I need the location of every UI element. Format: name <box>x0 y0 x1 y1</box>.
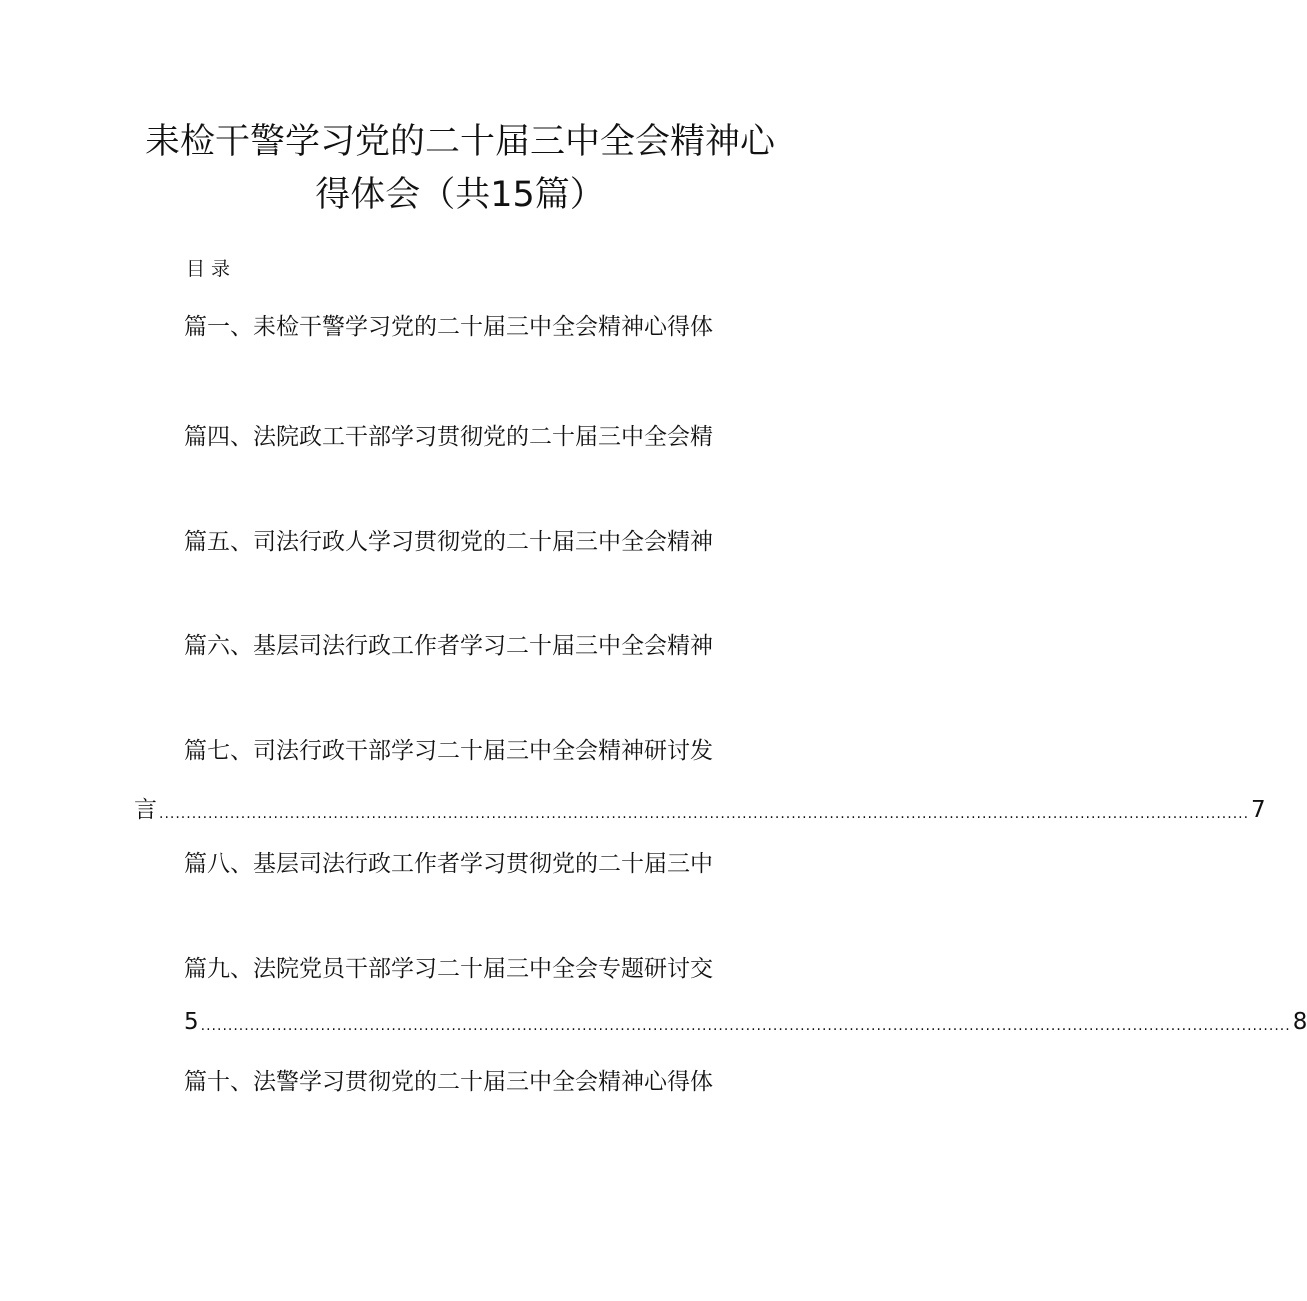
toc-entry-9-continuation[interactable] <box>184 1007 1307 1037</box>
toc-entry-7-page-number: 7 <box>1251 797 1266 823</box>
toc-entry-8[interactable]: 篇八、基层司法行政工作者学习贯彻党的二十届三中 <box>184 851 713 877</box>
toc-entry-7-continuation[interactable] <box>134 795 1266 825</box>
toc-leader-dots: ........................................................................................................................................................................................................ <box>200 1018 1291 1034</box>
toc-entry-6[interactable]: 篇六、基层司法行政工作者学习二十届三中全会精神 <box>184 633 713 659</box>
document-title-line-2: 得体会（共15篇） <box>315 175 605 215</box>
toc-leader-dots: ........................................................................................................................................................................................................ <box>159 806 1250 822</box>
toc-entry-9-page-number: 8 <box>1292 1009 1307 1035</box>
toc-label: 目录 <box>186 258 237 280</box>
toc-entry-7[interactable]: 篇七、司法行政干部学习二十届三中全会精神研讨发 <box>184 738 713 764</box>
toc-entry-9-cont-text: 5 <box>184 1009 199 1035</box>
toc-entry-4[interactable]: 篇四、法院政工干部学习贯彻党的二十届三中全会精 <box>184 424 713 450</box>
toc-entry-5[interactable]: 篇五、司法行政人学习贯彻党的二十届三中全会精神 <box>184 529 713 555</box>
document-title-line-1: 耒检干警学习党的二十届三中全会精神心 <box>144 122 775 162</box>
toc-entry-10[interactable]: 篇十、法警学习贯彻党的二十届三中全会精神心得体 <box>184 1069 713 1095</box>
toc-entry-9[interactable]: 篇九、法院党员干部学习二十届三中全会专题研讨交 <box>184 956 713 982</box>
toc-entry-1[interactable]: 篇一、耒检干警学习党的二十届三中全会精神心得体 <box>184 314 713 340</box>
toc-entry-7-cont-text: 言 <box>134 797 157 823</box>
